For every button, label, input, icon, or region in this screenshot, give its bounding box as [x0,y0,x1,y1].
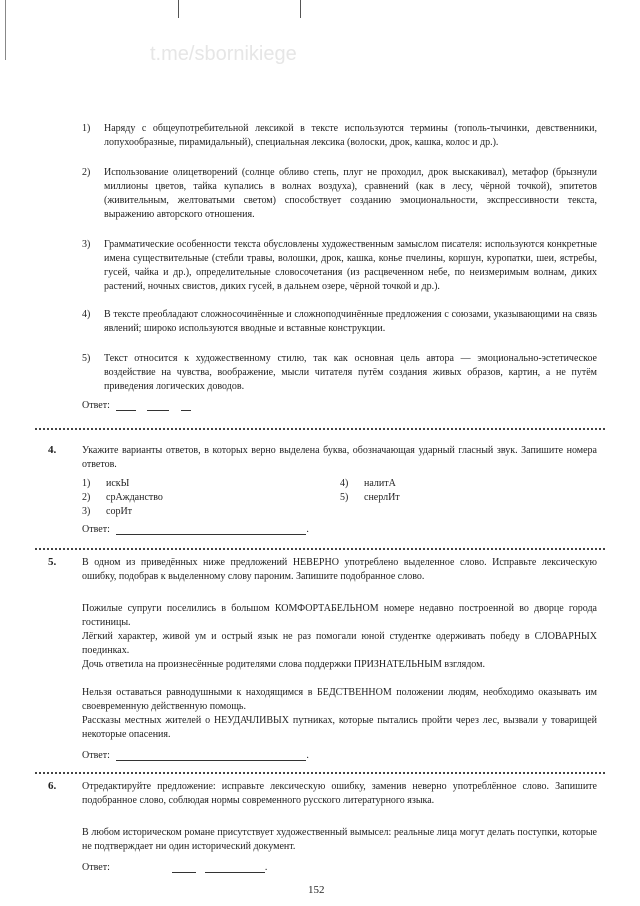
answer-label: Ответ: [82,400,110,411]
q4-option-word: сорИт [106,506,133,517]
q3-item [82,238,597,294]
q4-option-number: 2) [82,492,91,503]
q4-option-number: 4) [340,478,349,489]
q5-instruction: В одном из приведённых ниже предложений НЕВЕРНО употреблено выделенное слово. Исправьте лексическую ошибку, подобрав к выделенному слову пароним. Запишите подобранное слово. [82,557,597,582]
q6-answer-row: Ответ: . [82,862,268,873]
answer-field[interactable] [116,524,306,535]
q3-item [82,122,597,150]
answer-field[interactable] [116,750,306,761]
q5-sentence: Дочь ответила на произнесённые родителями слова поддержки ПРИЗНАТЕЛЬНЫМ взглядом. [82,659,485,670]
q3-item-number: 2) [82,167,91,178]
answer-field[interactable] [116,400,136,411]
q4-option-word: искЫ [106,478,130,489]
watermark: t.me/sbornikiege [150,43,297,65]
q4-instruction: Укажите варианты ответов, в которых верно выделена буква, обозначающая ударный гласный звук. Запишите номера ответов. [82,445,597,470]
q3-answer-row [82,400,191,411]
section-divider [35,772,605,774]
left-margin-rule [5,0,6,60]
q4-option [340,492,400,503]
q4-option [82,478,129,489]
q4-number: 4. [48,444,57,456]
q4-option [340,478,396,489]
answer-label: Ответ: [82,524,110,535]
q4-option [82,506,132,517]
q4-option-number: 5) [340,492,349,503]
q3-item-number: 3) [82,239,91,250]
q6-number: 6. [48,780,57,792]
q3-item [82,352,597,394]
q5-sentence: Рассказы местных жителей о НЕУДАЧЛИВЫХ путниках, которые пытались пройти через лес, вызвали у товарищей некоторые опасения. [82,715,597,740]
page-number: 152 [308,884,325,896]
q5-sentence: Лёгкий характер, живой ум и острый язык не раз помогали юной студентке одерживать победу в СЛОВАРНЫХ поединках. [82,631,597,656]
section-divider [35,548,605,550]
q4-option-word: снерлИт [364,492,400,503]
answer-field[interactable] [147,400,169,411]
q3-item-text: Грамматические особенности текста обусловлены художественным замыслом писателя: используются конкретные имена существительные (стебли травы, волошки, дрок, кашка, конье пчелины, коршун, куропатки, шеи, ястребы, гусей, чайка и др.), определительные словосочетания (из расцвеченном небе, по неизмеримым волнам, диких растений, ночных свистов, диких гусей, в дальнем озере, чёрной точкой и др.). [104,239,597,292]
q5-sentence: Пожилые супруги поселились в большом КОМФОРТАБЕЛЬНОМ номере недавно построенной во дворце города гостиницы. [82,603,597,628]
q6-instruction: Отредактируйте предложение: исправьте лексическую ошибку, заменив неверно употреблённое слово. Запишите подобранное слово, соблюдая нормы современного русского литературного языка. [82,781,597,806]
q3-item [82,308,597,336]
q5-sentence: Нельзя оставаться равнодушными к находящимся в БЕДСТВЕННОМ положении людям, необходимо оказывать им своевременную действенную помощь. [82,687,597,712]
q4-option-number: 1) [82,478,91,489]
answer-field[interactable] [205,862,265,873]
q4-option [82,492,163,503]
q3-item-text: Наряду с общеупотребительной лексикой в тексте используются термины (тополь-тычинки, девственники, лопухообразные, пирамидальный), специальная лексика (волоски, дрок, кашка, колос и др.). [104,123,597,148]
q5-answer-row: Ответ: . [82,750,309,761]
crop-mark [178,0,179,18]
answer-label: Ответ: [82,862,110,873]
crop-mark [300,0,301,18]
q6-sentence: В любом историческом романе присутствует художественный вымысел: реальные лица могут делать поступки, которые не подтверждает ни один исторический документ. [82,827,597,852]
q4-option-word: срАжданство [106,492,163,503]
q3-item-text: Текст относится к художественному стилю, так как основная цель автора — эмоционально-эстетическое воздействие на чувства, воображение, мысли читателя путём создания живых образов, картин, а не путём приведения логических доводов. [104,353,597,392]
q3-item-number: 5) [82,353,91,364]
answer-label: Ответ: [82,750,110,761]
q3-item-number: 1) [82,123,91,134]
q3-item [82,166,597,222]
q4-answer-row: Ответ: . [82,524,309,535]
answer-field[interactable] [181,400,191,411]
q3-item-text: В тексте преобладают сложносочинённые и сложноподчинённые предложения с союзами, указывающими на связь явлений; широко используются вводные и вставные конструкции. [104,309,597,334]
q4-option-word: налитА [364,478,396,489]
q3-item-number: 4) [82,309,91,320]
q3-item-text: Использование олицетворений (солнце обливо степь, плуг не проходил, дрок выскакивал), метафор (брызнули миллионы цветов, тайка купались в волнах воздуха), сравнений (как в лесу, чёрной точкой), эпитетов (живительным, желтоватыми светом) способствует созданию эмоциональности, экспрессивности текста, выражению авторского отношения. [104,167,597,220]
answer-field[interactable] [172,862,196,873]
q4-option-number: 3) [82,506,91,517]
section-divider [35,428,605,430]
q5-number: 5. [48,556,57,568]
